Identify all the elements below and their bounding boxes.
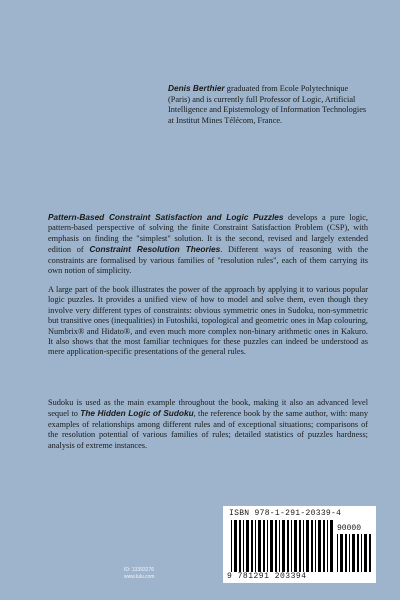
author-bio: [168, 83, 368, 126]
author-name: Denis Berthier: [168, 83, 225, 93]
lulu-url-line: www.lulu.com: [124, 573, 155, 580]
ean-barcode-bars: [231, 520, 333, 572]
para3-text-b: , the reference book by the same author, with: many examples of relationships among different rules and of exceptional situations; comparisons of the resolution potential of various families of rules; detailed statistics of puzzles hardness; analysis of extreme instances.: [48, 409, 368, 450]
previous-edition-title: Constraint Resolution Theories: [89, 244, 221, 255]
book-title: Pattern-Based Constraint Satisfaction and Logic Puzzles: [48, 212, 284, 222]
para1-text-a: develops a pure logic, pattern-based perspective of solving the finite Constraint Satisfaction Problem (CSP), with emphasis on finding the "simplest" solution. It is the second, revised and largely extended edition of: [48, 213, 368, 255]
para1-text-b: . Different ways of reasoning with the constraints are formalised by various families of "resolution rules", each of them carrying its own notion of simplicity.: [48, 245, 369, 276]
description-paragraph-1: [48, 212, 368, 276]
price-code: 90000: [337, 524, 362, 533]
description-paragraph-2: A large part of the book illustrates the power of the approach by applying it to various popular logic puzzles. It provides a unified view of how to model and solve them, even though they involve very different types of constraints: obvious symmetric ones in Sudoku, non-symmetric but transitive ones (inequalities) in Futoshiki, topological and geometric ones in Map colouring, Numbrix® and Hidato®, and even much more complex non-binary arithmetic ones in Kakuro. It also shows that the most familiar techniques for these puzzles can indeed be understood as mere application-specific presentations of the general rules.: [48, 285, 368, 357]
lulu-id-line: ID: 13393276: [124, 567, 155, 573]
related-book-title: The Hidden Logic of Sudoku: [80, 408, 194, 419]
isbn-barcode: [223, 506, 376, 583]
para3-text-a: Sudoku is used as the main example throughout the book, making it also an advanced level sequel to: [48, 398, 368, 419]
isbn-text: ISBN 978-1-291-20339-4: [229, 509, 342, 518]
addon-barcode-bars: [337, 534, 371, 572]
lulu-publisher-id: [124, 567, 155, 580]
description-paragraph-3: [48, 398, 368, 451]
barcode-digits: 9 781291 203394: [227, 572, 307, 581]
author-bio-text: graduated from Ecole Polytechnique (Paris) and is currently full Professor of Logic, Artificial Intelligence and Epistemology of Information Technologies at Institut Mines Télécom, France.: [168, 84, 367, 125]
